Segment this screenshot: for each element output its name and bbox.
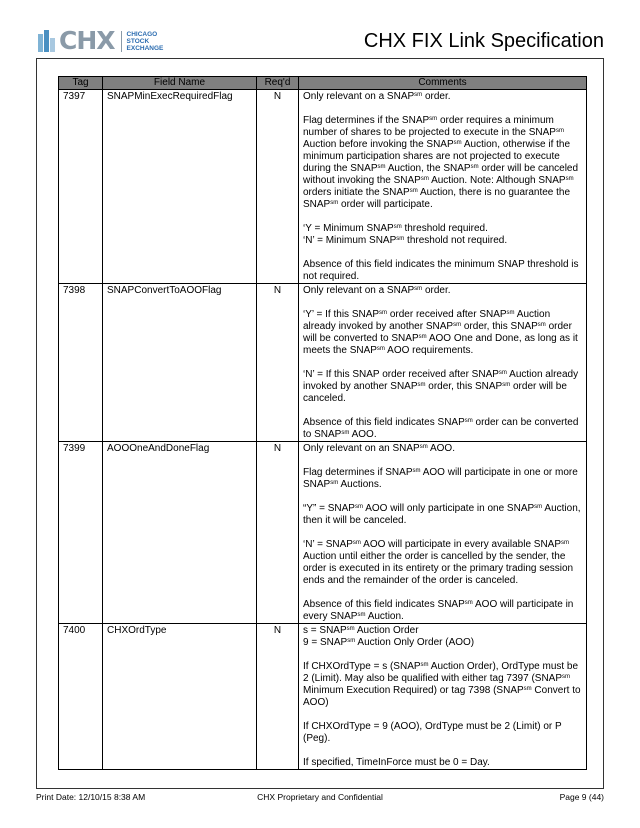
service-mark: sm [555, 128, 564, 134]
required-cell: N [257, 624, 299, 770]
service-mark: sm [330, 480, 339, 486]
comment-paragraph: If CHXOrdType = s ($SNAP^{sm}$ Auction Order), OrdType must be 2 (Limit). May also be qualified with either tag 7397 ($SNAP^{sm}$ Minimum Execution Required) or tag 7398 ($SNAP^{sm}$ Convert to AOO) [303, 661, 581, 708]
comment-paragraph: Only relevant on a $SNAP^{sm}$ order. [303, 285, 451, 296]
comment-paragraph: Only relevant on a $SNAP^{sm}$ order. [303, 91, 451, 102]
service-mark: sm [429, 116, 438, 122]
comment-paragraph: Only relevant on an $SNAP^{sm}$ AOO. [303, 443, 455, 454]
comment-paragraph: If specified, TimeInForce must be 0 = Day. [303, 757, 490, 768]
comment-paragraph: Flag determines if the $SNAP^{sm}$ order requires a minimum number of shares to be projected to execute in the $SNAP^{sm}$ Auction before invoking the $SNAP^{sm}$ Auction, otherwise if the minimum participation shares are not projected to execute during the $SNAP^{sm}$ Auction, the $SNAP^{sm}$ order will be canceled without invoking the $SNAP^{sm}$ Auction. Note: Although $SNAP^{sm}$ orders initiate the $SNAP^{sm}$ Auction, there is no guarantee the $SNAP^{sm}$ order will participate. [303, 115, 579, 210]
logo-text: CHX [59, 26, 115, 55]
table-header-row [59, 77, 587, 90]
comment-paragraph: $s = SNAP^{sm}$ Auction Order $9 = SNAP^{sm}$ Auction Only Order (AOO) [303, 625, 475, 648]
service-mark: sm [347, 638, 356, 644]
field-spec-table [58, 76, 587, 770]
service-mark: sm [534, 504, 543, 510]
service-mark: sm [346, 626, 355, 632]
comment-paragraph: Absence of this field indicates the minimum SNAP threshold is not required. [303, 259, 579, 282]
comments-cell [299, 624, 587, 770]
required-cell: N [257, 90, 299, 284]
logo-sub-line: STOCK [126, 37, 150, 45]
print-date: Print Date: 12/10/15 8:38 AM [36, 792, 146, 802]
comment-paragraph: ‘Y = Minimum $SNAP^{sm}$ threshold required. ‘N’ = Minimum $SNAP^{sm}$ threshold not required. [303, 223, 508, 246]
service-mark: sm [453, 322, 462, 328]
comment-paragraph: “Y” = $SNAP^{sm}$ AOO will only participate in one $SNAP^{sm}$ Auction, then it will be canceled. [303, 503, 581, 526]
column-header-comments: Comments [299, 77, 587, 90]
column-header-reqd: Req'd [257, 77, 299, 90]
service-mark: sm [464, 600, 473, 606]
logo-mark [38, 28, 115, 54]
service-mark: sm [419, 444, 428, 450]
logo-subtext [121, 31, 164, 52]
service-mark: sm [330, 200, 339, 206]
service-mark: sm [506, 310, 515, 316]
logo-sub-line: EXCHANGE [126, 44, 164, 52]
required-cell: N [257, 284, 299, 442]
service-mark: sm [420, 662, 429, 668]
tag-cell: 7399 [59, 442, 103, 624]
service-mark: sm [409, 188, 418, 194]
service-mark: sm [561, 540, 570, 546]
comment-paragraph: Flag determines if $SNAP^{sm}$ AOO will participate in one or more $SNAP^{sm}$ Auctions. [303, 467, 578, 490]
table-row [59, 624, 587, 770]
service-mark: sm [379, 310, 388, 316]
service-mark: sm [498, 370, 507, 376]
chx-logo [38, 28, 163, 54]
service-mark: sm [562, 674, 571, 680]
service-mark: sm [470, 164, 479, 170]
comments-cell [299, 284, 587, 442]
table-row [59, 90, 587, 284]
service-mark: sm [376, 346, 385, 352]
service-mark: sm [352, 540, 361, 546]
table-row [59, 442, 587, 624]
service-mark: sm [523, 686, 532, 692]
service-mark: sm [354, 504, 363, 510]
comment-paragraph: ‘N’ = $SNAP^{sm}$ AOO will participate in every available $SNAP^{sm}$ Auction until either the order is cancelled by the sender, the order is executed in its entirety or the primary trading session ends and the remainder of the order is canceled. [303, 539, 574, 586]
service-mark: sm [396, 236, 405, 242]
service-mark: sm [453, 140, 462, 146]
comment-paragraph: Absence of this field indicates $SNAP^{sm}$ order can be converted to $SNAP^{sm}$ AOO. [303, 417, 579, 440]
logo-sub-line: CHICAGO [126, 30, 158, 38]
comment-paragraph: Absence of this field indicates $SNAP^{sm}$ AOO will participate in every $SNAP^{sm}$ Auction. [303, 599, 574, 622]
tag-cell: 7398 [59, 284, 103, 442]
service-mark: sm [341, 430, 350, 436]
column-header-tag: Tag [59, 77, 103, 90]
confidential-notice: CHX Proprietary and Confidential [257, 792, 383, 802]
document-title: CHX FIX Link Specification [363, 30, 604, 52]
column-header-field-name: Field Name [103, 77, 257, 90]
service-mark: sm [502, 382, 511, 388]
tag-cell: 7397 [59, 90, 103, 284]
service-mark: sm [414, 92, 423, 98]
page-number: Page 9 (44) [559, 792, 604, 802]
service-mark: sm [537, 322, 546, 328]
service-mark: sm [464, 418, 473, 424]
service-mark: sm [357, 612, 366, 618]
service-mark: sm [414, 286, 423, 292]
field-name-cell: SNAPConvertToAOOFlag [103, 284, 257, 442]
service-mark: sm [393, 224, 402, 230]
field-name-cell: AOOOneAndDoneFlag [103, 442, 257, 624]
service-mark: sm [418, 334, 427, 340]
comments-cell [299, 442, 587, 624]
service-mark: sm [417, 382, 426, 388]
comment-paragraph: ‘Y’ = If this $SNAP^{sm}$ order received after $SNAP^{sm}$ Auction already invoked by another $SNAP^{sm}$ order, this $SNAP^{sm}$ order will be converted to $SNAP^{sm}$ AOO One and Done, as long as it meets the $SNAP^{sm}$ AOO requirements. [303, 309, 578, 356]
service-mark: sm [377, 164, 386, 170]
comments-cell [299, 90, 587, 284]
service-mark: sm [565, 176, 574, 182]
field-name-cell: CHXOrdType [103, 624, 257, 770]
comment-paragraph: If CHXOrdType = 9 (AOO), OrdType must be 2 (Limit) or P (Peg). [303, 721, 562, 744]
logo-bars-icon [38, 30, 56, 52]
service-mark: sm [420, 176, 429, 182]
tag-cell: 7400 [59, 624, 103, 770]
comment-paragraph: ‘N’ = If this SNAP order received after $SNAP^{sm}$ Auction already invoked by another $SNAP^{sm}$ order, this $SNAP^{sm}$ order will be canceled. [303, 369, 579, 404]
field-name-cell: SNAPMinExecRequiredFlag [103, 90, 257, 284]
service-mark: sm [412, 468, 421, 474]
required-cell: N [257, 442, 299, 624]
table-row [59, 284, 587, 442]
